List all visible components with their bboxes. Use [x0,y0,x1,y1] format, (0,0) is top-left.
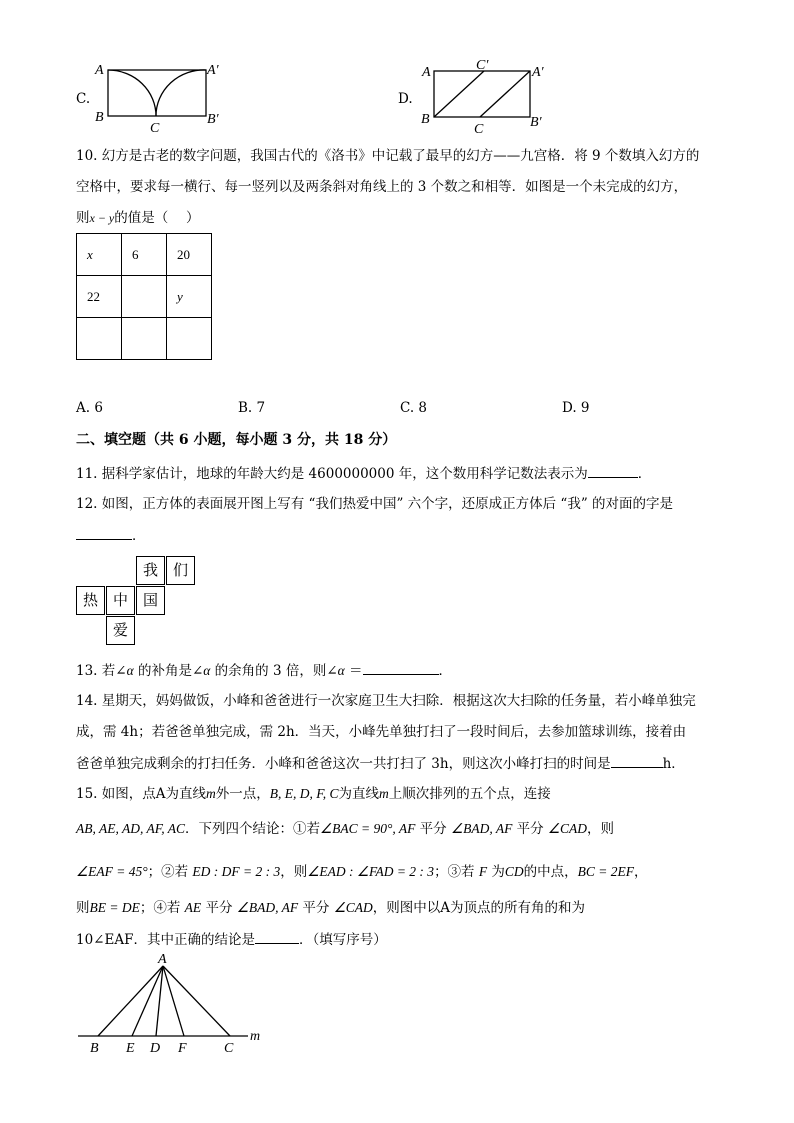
q10-option-a: A. 6 [76,400,103,416]
q15-math: ∠EAF = 45° [76,864,148,879]
answer-blank[interactable] [363,660,439,675]
q13-mid2: 的余角的 3 倍，则∠ [210,663,338,679]
option-d-figure [418,56,558,138]
q14-end: h． [662,756,685,772]
cell-men: 们 [166,556,195,585]
q15-math: m [206,786,216,801]
q15-text: ；③若 [434,864,479,880]
grid-cell [77,318,122,360]
cell-zhong: 中 [106,586,135,615]
q15-math: ∠BAD, AF [450,821,513,836]
q13 [76,660,452,681]
q10-line3 [76,208,200,228]
q14-line3 [76,753,685,774]
q15-text: 上顺次排列的五个点，连接 [388,786,551,802]
arc-left [108,70,156,116]
cube-net [76,556,200,648]
q15-math: CD [504,864,524,879]
q15-math: BE = DE [89,900,140,915]
q15-math: ∠CAD [333,900,373,915]
label-b: B [95,110,104,125]
q15-text: 平分 [415,821,451,837]
cell-ai: 爱 [106,616,135,645]
q15-text: ．其中正确的结论是 [133,932,255,948]
q15-math: m [379,786,389,801]
q15-math: BC = 2EF [577,864,635,879]
q15-text: 的中点， [523,864,578,880]
q10-line3-post: 的值是（ ） [114,210,200,226]
label-c: C [150,121,160,136]
q15-text: ．下列四个结论：①若 [185,821,321,837]
label-b: B [421,112,430,127]
q15-text: ；②若 [147,864,193,880]
label-d: D [150,1041,161,1056]
q12-line2 [76,525,146,546]
answer-blank[interactable] [255,929,299,944]
cell-wo: 我 [136,556,165,585]
q15-text: 平分 [512,821,548,837]
q15-text: 为直线 [338,786,380,802]
q14-line1: 14. 星期天，妈妈做饭，小峰和爸爸进行一次家庭卫生大扫除．根据这次大扫除的任务量，若小峰单独完 [76,693,696,709]
label-m: m [250,1029,261,1044]
label-c-prime: C′ [476,58,489,73]
option-d-label: D. [398,91,413,107]
q15-math: ED : DF = 2 : 3 [192,864,281,879]
q13-pre: 13. 若∠ [76,663,127,679]
segment-ad [156,966,163,1036]
q14-line2: 成，需 4h；若爸爸单独完成，需 2h．当天，小峰先单独打扫了一段时间后，去参加篮球训练，接着由 [76,724,687,740]
label-b: B [90,1041,99,1056]
q14-line3-text: 爸爸单独完成剩余的打扫任务．小峰和爸爸这次一共打扫了 3h，则这次小峰打扫的时间是 [76,756,611,772]
q15-line5 [76,929,387,950]
label-f: F [178,1041,187,1056]
q10-line1: 10. 幻方是古老的数字问题，我国古代的《洛书》中记载了最早的幻方——九宫格．将 9 个数填入幻方的 [76,148,700,164]
alpha-1: α [126,663,134,678]
q11 [76,463,651,484]
q15-text: ，则 [280,864,308,880]
label-a: A [158,952,167,967]
q15-text: ， [634,864,648,880]
section-title: 二、填空题（共 6 小题，每小题 3 分，共 18 分） [76,432,397,448]
q15-line1 [76,784,551,804]
grid-cell: 6 [122,234,167,276]
answer-blank[interactable] [588,463,638,478]
grid-cell [122,318,167,360]
q15-text: 平分 [201,900,237,916]
label-b-prime: B′ [530,115,542,130]
label-c: C [224,1041,234,1056]
q15-text: 15. 如图，点A为直线 [76,786,207,802]
magic-square-grid [76,233,212,360]
segment-ab [98,966,163,1036]
grid-cell: x [77,234,122,276]
label-a: A [95,63,104,78]
arc-right [156,70,206,116]
q15-math: AB, AE, AD, AF, AC [76,821,186,836]
label-c: C [474,122,484,137]
label-e: E [126,1041,135,1056]
grid-cell [167,318,212,360]
q15-math: 10∠EAF [76,932,134,948]
q10-line3-pre: 则 [76,210,90,226]
alpha-3: α [337,663,345,678]
segment-ae [132,966,163,1036]
q11-end: ． [637,466,652,482]
q15-math: F [478,864,488,879]
q15-text: 则 [76,900,90,916]
q15-text: 为 [487,864,505,880]
q15-math: AE [184,900,202,915]
grid-cell: y [167,276,212,318]
rect-abb'a' [434,71,530,117]
diagonal-2 [480,71,530,117]
label-a: A [422,65,431,80]
option-c-label: C. [76,91,91,107]
q15-text: 外一点， [215,786,270,802]
q10-option-c: C. 8 [400,400,428,416]
table-row [77,234,212,276]
q15-text: ；④若 [139,900,185,916]
answer-blank[interactable] [76,525,132,540]
q15-text: ．（填写序号） [298,932,387,948]
option-c-figure [90,58,230,138]
label-b-prime: B′ [207,112,219,127]
q11-text: 11. 据科学家估计，地球的年龄大约是 4600000000 年，这个数用科学记数法表示为 [76,466,588,482]
alpha-2: α [203,663,211,678]
grid-cell: 22 [77,276,122,318]
q15-text: ，则 [587,821,615,837]
q15-text: 平分 [298,900,334,916]
label-a-prime: A′ [532,65,544,80]
q15-math: ∠EAD : ∠FAD = 2 : 3 [307,864,435,879]
q10-option-d: D. 9 [562,400,590,416]
q10-expr: x − y [89,211,115,225]
table-row [77,276,212,318]
cell-re: 热 [76,586,105,615]
q15-figure [70,952,270,1062]
grid-cell: 20 [167,234,212,276]
q15-math: ∠CAD [547,821,588,836]
table-row [77,318,212,360]
q10-line2: 空格中，要求每一横行、每一竖列以及两条斜对角线上的 3 个数之和相等．如图是一个未完成的幻方， [76,179,688,195]
q13-mid3: ＝ [344,663,363,679]
q12-line1: 12. 如图，正方体的表面展开图上写有 “我们热爱中国” 六个字，还原成正方体后 “我” 的对面的字是 [76,496,674,512]
q15-line2 [76,819,614,839]
q10-option-b: B. 7 [238,400,266,416]
q15-math: B, E, D, F, C [269,786,339,801]
q13-mid1: 的补角是∠ [133,663,204,679]
q15-text: ，则图中以A为顶点的所有角的和为 [372,900,586,916]
q15-math: ∠BAC = 90°, AF [320,821,416,836]
q15-math: ∠BAD, AF [236,900,299,915]
label-a-prime: A′ [207,63,219,78]
diagonal-1 [434,71,484,117]
grid-cell [122,276,167,318]
q12-end: ． [132,528,146,544]
cell-guo: 国 [136,586,165,615]
q13-end: ． [438,663,453,679]
q15-line3 [76,862,648,882]
answer-blank[interactable] [611,753,663,768]
q15-line4 [76,898,585,918]
